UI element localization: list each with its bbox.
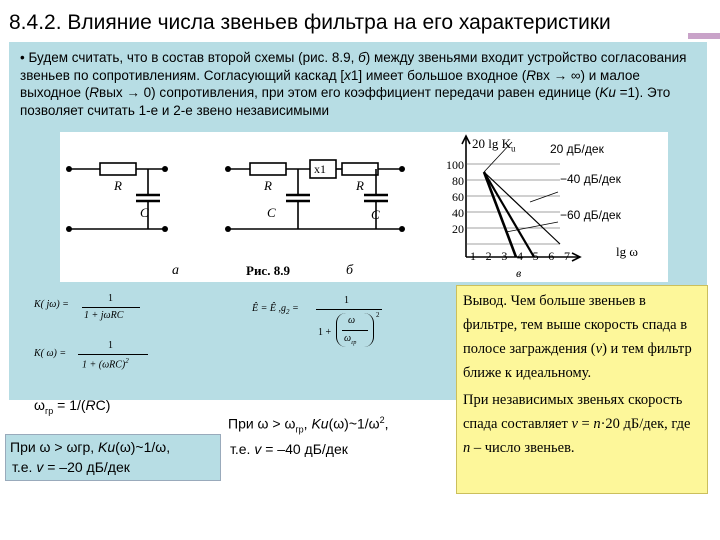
two-stage-post: (ω)~1/ω (328, 415, 380, 432)
formula-3-one: 1 + (318, 327, 332, 338)
conclusion-paragraph-2 (463, 388, 701, 460)
formula-3-bar (316, 309, 382, 310)
y-tick: 80 (452, 174, 464, 188)
intro-text-6: =1). Это позволяет считать 1-е и 2-е звено независимыми (20, 85, 671, 118)
title-accent-bar (688, 33, 720, 39)
buffer-x1-label: x1 (314, 162, 326, 176)
one-stage-v: v (36, 459, 44, 475)
formula-3-w0 (344, 333, 356, 346)
conclusion-p2-mid2: ·20 дБ/дек, где (600, 416, 691, 432)
formula-3-lhs-text: Ê = Ê ,g (252, 303, 286, 314)
conclusion-box (456, 285, 708, 494)
formula-1-num: 1 (108, 293, 113, 304)
slide-title: 8.4.2. Влияние числа звеньев фильтра на его характеристики (9, 11, 611, 34)
formula-2-den-text: 1 + (ωRC) (82, 359, 126, 371)
formula-3-num: 1 (344, 295, 349, 306)
conclusion-p1-post: ) и тем фильтр ближе к идеальному. (463, 341, 692, 381)
intro-italic-4: R (89, 85, 100, 101)
label-a: а (172, 263, 179, 278)
slope-40: −40 дБ/дек (560, 172, 621, 186)
graph-y-label-sub: u (511, 143, 516, 154)
y-tick: 20 (452, 222, 464, 236)
conclusion-paragraph-1 (463, 289, 701, 385)
one-stage-line-1 (10, 437, 216, 457)
figure-caption: Рис. 8.9 (246, 263, 290, 278)
label-R-a: R (114, 178, 122, 193)
intro-text-4: вх → ∞) и малое выходное ( (20, 67, 640, 101)
one-stage-post: (ω)~1/ω, (115, 439, 171, 455)
formula-1-den: 1 + jωRC (84, 310, 124, 321)
conclusion-p2-mid: = (577, 416, 594, 432)
formula-3-w0-text: ω (344, 333, 352, 344)
formula-2-bar (78, 354, 148, 355)
formula-2-lhs: K( ω) = (34, 348, 67, 359)
graph-x-label: lg ω (616, 244, 638, 259)
conclusion-p2-n2: n (463, 440, 471, 456)
intro-italic-1: б (358, 50, 366, 65)
cutoff-omega: ω (34, 397, 45, 413)
intro-text-1: Будем считать, что в состав второй схемы (рис. 8.9, (24, 50, 359, 65)
two-stage-v: v (254, 441, 262, 458)
bullet: • (20, 50, 25, 65)
conclusion-p2-n: n (593, 416, 601, 432)
intro-text-2: ) между звеньями входит устройство согласования звеньев по сопротивлениям. Согласующий каскад [ (20, 50, 687, 83)
x-tick: 7 (563, 249, 570, 263)
cutoff-frequency (34, 397, 110, 416)
formula-2-exp: 2 (125, 357, 129, 365)
conclusion-p2-pre: При независимых звеньях скорость спада составляет (463, 392, 683, 432)
label-C-b1: C (267, 205, 276, 220)
graph-y-ticks (438, 157, 464, 237)
formula-3-exp: 2 (376, 311, 380, 319)
label-C-b2: C (371, 207, 380, 222)
intro-italic-5: Ku (599, 85, 616, 101)
formula-3-inner-bar (342, 330, 368, 331)
x-tick: 5 (532, 249, 539, 263)
intro-italic-3: R (526, 67, 536, 83)
x-tick: 3 (501, 249, 508, 263)
label-c: в (516, 266, 522, 280)
formula-area (20, 285, 460, 371)
cutoff-rest: = 1/( (53, 397, 86, 413)
two-stage-ku: Ku (311, 415, 329, 432)
two-stage-line-1 (228, 410, 389, 439)
y-tick: 40 (452, 206, 464, 220)
intro-text-5: вых → 0) сопротивления, при этом его коэффициент передачи равен единице ( (99, 85, 600, 101)
formula-1-lhs: K( jω) = (34, 299, 69, 310)
intro-italic-2: x (344, 67, 351, 83)
x-tick: 4 (516, 249, 523, 263)
formula-2-num: 1 (108, 340, 113, 351)
one-stage-ku: Ku (98, 439, 116, 455)
label-R-b2: R (356, 178, 364, 193)
one-stage-line2-pre: т.е. (12, 459, 37, 475)
slope-60: −60 дБ/дек (560, 208, 621, 222)
label-C-a: C (140, 205, 149, 220)
two-stage-pre: При ω > ω (228, 415, 296, 432)
two-stage-line2-pre: т.е. (230, 441, 255, 458)
two-stage-mid: , (303, 415, 312, 432)
formula-3-w: ω (348, 315, 356, 326)
intro-text-3: 1] имеет большое входное ( (350, 67, 527, 83)
cutoff-R: R (85, 397, 96, 413)
graph-y-label-text: 20 lg K (472, 136, 511, 151)
two-stage-end: , (384, 415, 389, 432)
two-stage-sup: 2 (379, 415, 385, 425)
two-stage-sub: гр (295, 424, 304, 435)
one-stage-line-2 (10, 457, 216, 477)
figure-8-9 (60, 132, 668, 282)
one-stage-line2-post: = –20 дБ/дек (43, 459, 130, 475)
formula-3-lhs-sub: 2 (285, 308, 290, 316)
formula-2-den (82, 357, 129, 370)
x-tick: 2 (485, 249, 492, 263)
conclusion-p2-post: – число звеньев. (470, 440, 575, 456)
slope-20: 20 дБ/дек (550, 142, 604, 156)
formula-1-bar (82, 307, 140, 308)
label-b: б (346, 263, 354, 278)
x-tick: 6 (548, 249, 555, 263)
two-stage-line-2 (228, 439, 389, 459)
label-R-b1: R (264, 178, 272, 193)
intro-paragraph (20, 49, 696, 119)
conclusion-p1-v: v (595, 341, 603, 357)
formula-3-w0-sub: гр (351, 340, 357, 346)
formula-3-lhs: Ê = Ê $,g_2$ = (252, 303, 299, 316)
graph-y-label (472, 136, 516, 154)
x-tick: 1 (470, 249, 476, 263)
circuit-a (66, 163, 168, 232)
y-tick: 60 (452, 190, 464, 204)
y-tick: 100 (446, 158, 464, 172)
one-stage-pre: При ω > ωгр, (10, 439, 99, 455)
cutoff-sub: гр (44, 405, 54, 416)
cutoff-tail: C) (95, 397, 111, 413)
conclusion-p1-pre: Вывод. Чем больше звеньев в фильтре, тем выше скорость спада в полосе заграждения ( (463, 293, 688, 357)
graph-x-ticks (470, 249, 570, 264)
two-stage-note (228, 410, 389, 459)
two-stage-line2-post: = –40 дБ/дек (261, 441, 348, 458)
conclusion-p2-v: v (571, 416, 578, 432)
one-stage-note (5, 434, 221, 481)
